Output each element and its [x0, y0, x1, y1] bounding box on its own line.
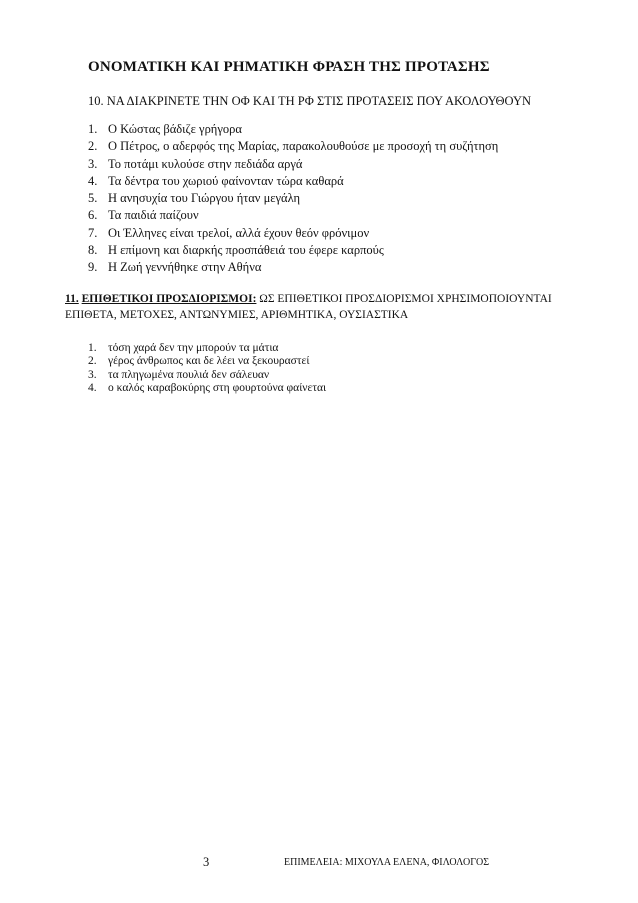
exercise-11-heading-line-1	[65, 291, 625, 307]
list-item	[88, 243, 498, 260]
item-number: 6.	[88, 208, 98, 223]
list-item	[88, 174, 498, 191]
item-text: Η ανησυχία του Γιώργου ήταν μεγάλη	[108, 191, 301, 206]
list-item	[88, 208, 498, 225]
item-text: γέρος άνθρωπος και δε λέει να ξεκουραστεί	[108, 355, 310, 368]
list-item	[88, 382, 326, 395]
list-item	[88, 342, 326, 355]
footer-author: ΕΠΙΜΕΛΕΙΑ: ΜΙΧΟΥΛΑ ΕΛΕΝΑ, ΦΙΛΟΛΟΓΟΣ	[284, 857, 490, 868]
list-item	[88, 260, 498, 277]
item-number: 7.	[88, 225, 98, 240]
item-number: 8.	[88, 243, 98, 258]
item-text: τόση χαρά δεν την μπορούν τα μάτια	[108, 342, 279, 354]
list-item	[88, 122, 498, 139]
item-number: 1.	[88, 122, 98, 136]
exercise-10-list	[88, 122, 498, 278]
item-number: 2.	[88, 355, 97, 368]
item-text: Τα δέντρα του χωριού φαίνονταν τώρα καθαρά	[108, 173, 344, 188]
item-text: Οι Έλληνες είναι τρελοί, αλλά έχουν θεόν φρόνιμον	[108, 225, 370, 240]
list-item	[88, 369, 326, 382]
item-text: Τα παιδιά παίζουν	[108, 208, 199, 223]
item-number: 5.	[88, 191, 98, 206]
list-item	[88, 355, 326, 368]
item-text: ο καλός καραβοκύρης στη φουρτούνα φαίνεται	[108, 382, 327, 395]
list-item	[88, 139, 498, 156]
item-number: 1.	[88, 342, 97, 354]
item-number: 4.	[88, 382, 97, 395]
item-text: Η επίμονη και διαρκής προσπάθειά του έφερε καρπούς	[108, 243, 384, 258]
item-text: τα πληγωμένα πουλιά δεν σάλευαν	[108, 368, 270, 381]
item-number: 2.	[88, 139, 98, 154]
list-item	[88, 157, 498, 174]
item-text: Ο Πέτρος, ο αδερφός της Μαρίας, παρακολουθούσε με προσοχή τη συζήτηση	[108, 139, 499, 154]
item-text: Ο Κώστας βάδιζε γρήγορα	[108, 122, 242, 136]
item-number: 3.	[88, 156, 98, 171]
item-number: 9.	[88, 260, 98, 275]
page-title: ΟΝΟΜΑΤΙΚΗ ΚΑΙ ΡΗΜΑΤΙΚΗ ΦΡΑΣΗ ΤΗΣ ΠΡΟΤΑΣΗΣ	[88, 59, 490, 75]
exercise-10-heading: 10. ΝΑ ΔΙΑΚΡΙΝΕΤΕ ΤΗΝ ΟΦ ΚΑΙ ΤΗ ΡΦ ΣΤΙΣ ΠΡΟΤΑΣΕΙΣ ΠΟΥ ΑΚΟΛΟΥΘΟΥΝ	[88, 94, 531, 108]
exercise-11-label: 11.	[65, 293, 79, 305]
exercise-11-heading	[65, 291, 625, 323]
item-text: Το ποτάμι κυλούσε στην πεδιάδα αργά	[108, 156, 303, 171]
item-number: 3.	[88, 368, 97, 381]
list-item	[88, 226, 498, 243]
item-text: Η Ζωή γεννήθηκε στην Αθήνα	[108, 260, 262, 275]
exercise-11-list	[88, 342, 326, 396]
exercise-11-intro-part2: ΕΠΙΘΕΤΑ, ΜΕΤΟΧΕΣ, ΑΝΤΩΝΥΜΙΕΣ, ΑΡΙΘΜΗΤΙΚΑ, ΟΥΣΙΑΣΤΙΚΑ	[65, 309, 409, 321]
list-item	[88, 191, 498, 208]
exercise-11-title: ΕΠΙΘΕΤΙΚΟΙ ΠΡΟΣΔΙΟΡΙΣΜΟΙ:	[81, 293, 257, 305]
exercise-11-intro-part1: ΩΣ ΕΠΙΘΕΤΙΚΟΙ ΠΡΟΣΔΙΟΡΙΣΜΟΙ ΧΡΗΣΙΜΟΠΟΙΟΥΝΤΑΙ	[259, 293, 552, 305]
page-number: 3	[203, 855, 210, 869]
item-number: 4.	[88, 173, 98, 188]
